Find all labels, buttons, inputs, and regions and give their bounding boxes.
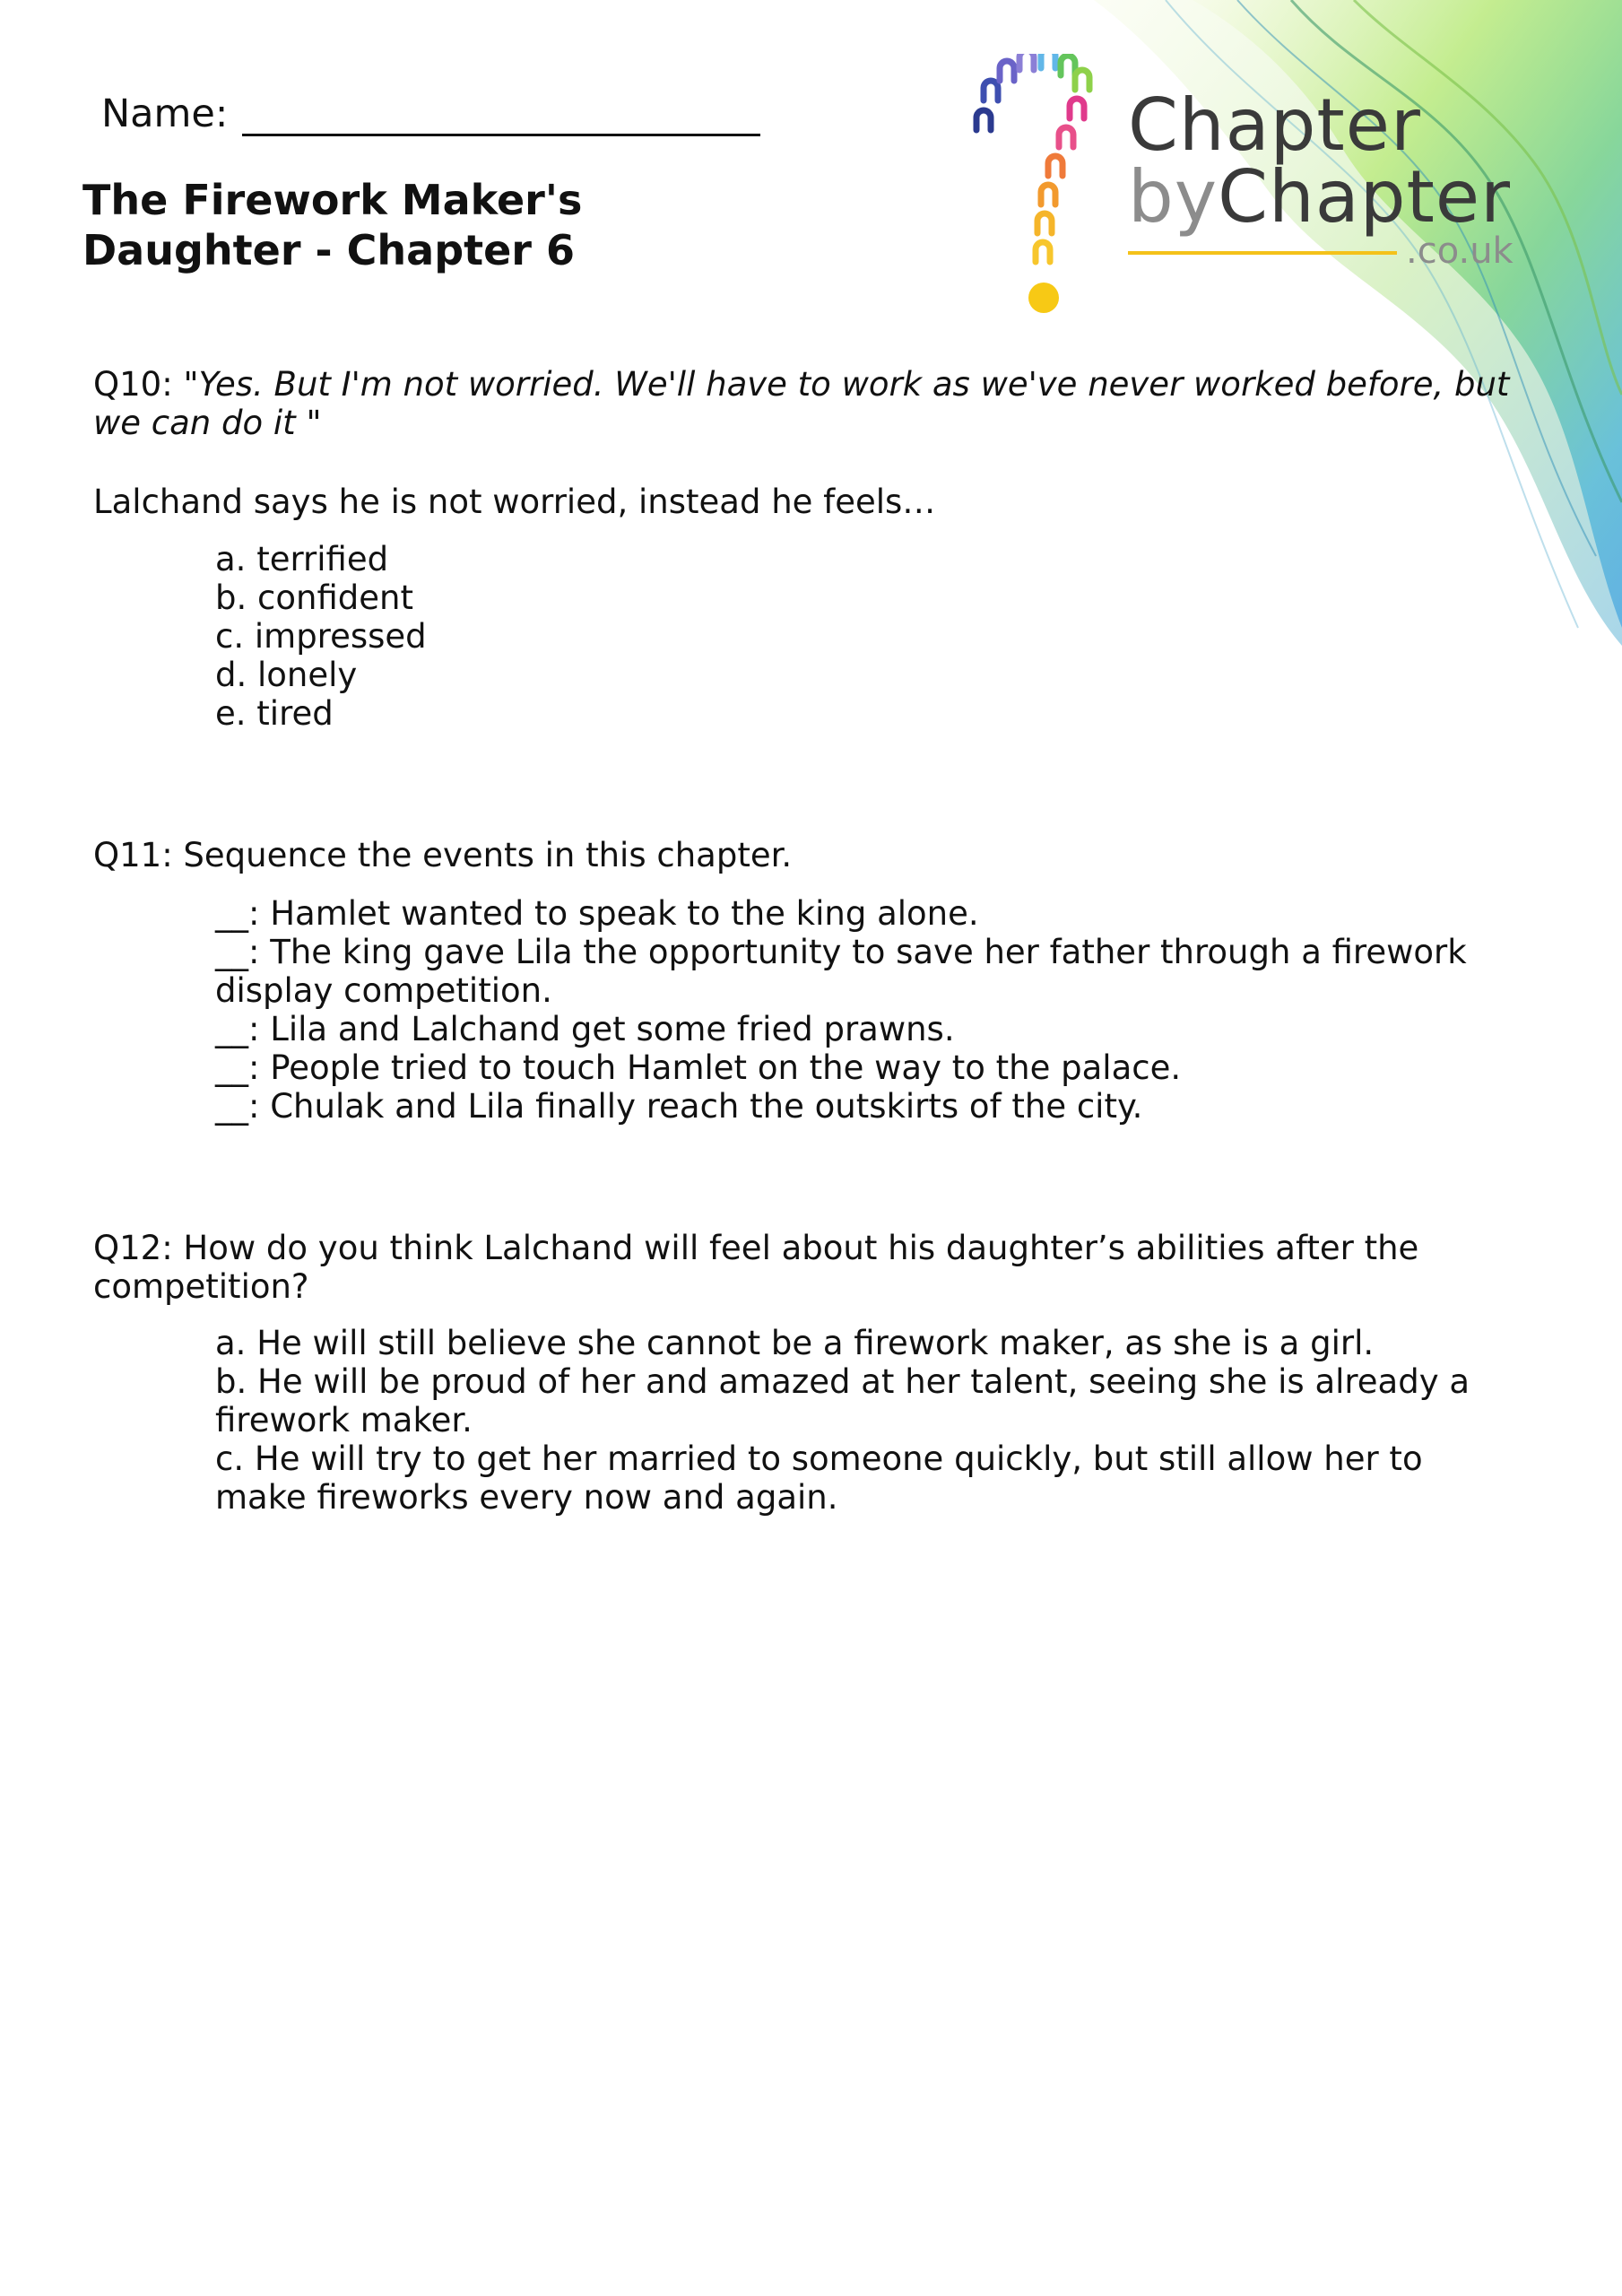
name-label: Name:	[101, 91, 229, 136]
q10-option-b: b. confident	[215, 578, 413, 617]
worksheet-title	[82, 175, 638, 275]
logo-line-chapter: Chapter	[1128, 83, 1421, 167]
logo-by: by	[1128, 155, 1219, 239]
q11-event-3: __: Lila and Lalchand get some fried prawns.	[215, 1010, 955, 1048]
q12-options	[215, 1324, 1515, 1517]
q10-option-c: c. impressed	[215, 617, 427, 656]
q10-option-e: e. tired	[215, 694, 334, 733]
q10-option-d: d. lonely	[215, 656, 358, 694]
q12-option-b: b. He will be proud of her and amazed at her talent, seeing she is already a firework maker.	[215, 1362, 1470, 1439]
title-line-1: The Firework Maker's	[82, 176, 583, 224]
logo-underline	[1128, 251, 1397, 255]
q11-event-1: __: Hamlet wanted to speak to the king alone.	[215, 894, 979, 933]
q11-event-4: __: People tried to touch Hamlet on the way to the palace.	[215, 1048, 1182, 1087]
logo-chapter: Chapter	[1218, 155, 1511, 239]
q11-event-2: __: The king gave Lila the opportunity to save her father through a firework display competition.	[215, 933, 1467, 1010]
chapter-by-chapter-logo	[1128, 83, 1522, 272]
q10-options	[215, 540, 1515, 733]
q10-option-a: a. terrified	[215, 540, 389, 578]
name-field-row	[101, 91, 760, 136]
q10-label: Q10:	[93, 365, 173, 404]
q10-prompt	[93, 365, 1519, 442]
name-blank-line	[242, 92, 760, 136]
q11-events	[215, 894, 1515, 1126]
q11-event-5: __: Chulak and Lila finally reach the outskirts of the city.	[215, 1087, 1143, 1126]
q11-question: Q11: Sequence the events in this chapter.	[93, 836, 793, 874]
q12-option-c: c. He will try to get her married to someone quickly, but still allow her to make fireworks every now and again.	[215, 1439, 1423, 1517]
logo-domain: .co.uk	[1406, 230, 1514, 272]
logo-line-bychapter	[1128, 155, 1511, 239]
q12-question: Q12: How do you think Lalchand will feel about his daughter’s abilities after the competition?	[93, 1229, 1419, 1306]
q12-option-a: a. He will still believe she cannot be a firework maker, as she is a girl.	[215, 1324, 1375, 1362]
chapter-by-chapter-logo-icon	[964, 54, 1116, 314]
q10-quote: "Yes. But I'm not worried. We'll have to work as we've never worked before, but we can do it "	[93, 365, 1510, 442]
title-line-2: Daughter - Chapter 6	[82, 226, 576, 274]
q10-question: Lalchand says he is not worried, instead he feels…	[93, 483, 936, 521]
